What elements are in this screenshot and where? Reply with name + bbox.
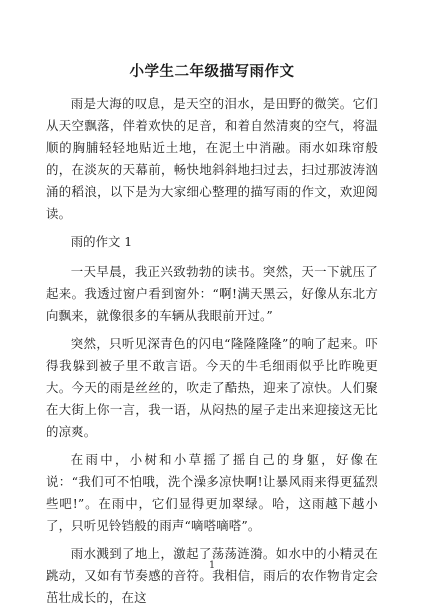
body-paragraph: 雨水溅到了地上，激起了荡荡涟漪。如水中的小精灵在跳动，又如有节奏感的音符。我相信，雨后的农作物肯定会茁壮成长的，在这 xyxy=(46,546,378,605)
page-number: 1 xyxy=(208,560,216,571)
intro-paragraph: 雨是大海的叹息，是天空的泪水，是田野的微笑。它们从天空飘落，伴着欢快的足音，和着自然清爽的空气，将温顺的胸脯轻轻地贴近土地，在泥土中消融。雨水如珠帘般的，在淡灰的天幕前，畅快地斜斜地扫过去，扫过那波涛汹涌的稻浪，以下是为大家细心整理的描写雨的作文，欢迎阅读。 xyxy=(46,96,378,221)
body-paragraph: 一天早晨，我正兴致勃勃的读书。突然，天一下就压了起来。我透过窗户看到窗外：“啊!满天黑云，好像从东北方向飘来，就像很多的车辆从我眼前开过。” xyxy=(46,264,378,323)
section-heading: 雨的作文 1 xyxy=(70,234,133,249)
body-paragraph: 突然，只听见深青色的闪电“隆隆隆隆”的响了起来。吓得我躲到被子里不敢言语。今天的牛毛细雨似乎比昨晚更大。今天的雨是丝丝的，吹走了酷热，迎来了凉快。人们聚在大街上你一言，我一语，从闷热的屋子走出来迎接这无比的凉爽。 xyxy=(46,336,378,439)
body-paragraph: 在雨中，小树和小草摇了摇自己的身躯，好像在说：“我们可不怕哦，洗个澡多凉快啊!让暴风雨来得更猛烈些吧!”。在雨中，它们显得更加翠绿。哈，这雨越下越小了，只听见铃铛般的雨声“嘀嗒嘀嗒”。 xyxy=(46,452,378,533)
document-title: 小学生二年级描写雨作文 xyxy=(129,64,295,80)
